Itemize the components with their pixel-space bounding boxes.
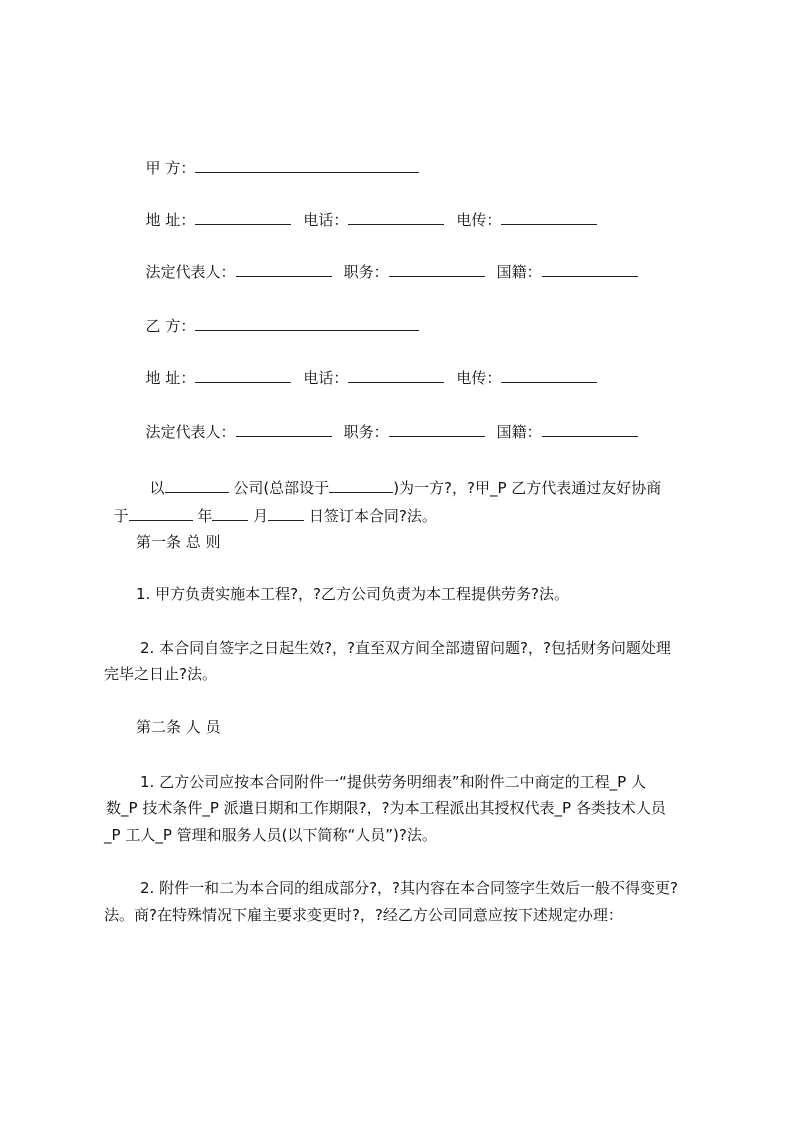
intro-text-3: )为一方?，?甲_P 乙方代表通过友好协商 [393, 479, 662, 497]
party-a-rep-blank[interactable] [236, 259, 332, 277]
article-2-item-2-line-2: 法。商?在特殊情况下雇主要求变更时?，?经乙方公司同意应按下述规定办理： [104, 906, 623, 924]
article-1-item-2-line-2: 完毕之日止?法。 [104, 665, 217, 683]
party-a-fax-blank[interactable] [501, 207, 597, 225]
party-a-position-blank[interactable] [389, 259, 485, 277]
party-b-address-label: 地 址： [145, 369, 196, 387]
party-a-position-label: 职务： [343, 263, 389, 281]
intro-text-6: 月 [248, 507, 269, 525]
party-b-position-label: 职务： [343, 423, 389, 441]
party-a-address-blank[interactable] [195, 207, 291, 225]
party-b-name-blank[interactable] [195, 313, 419, 331]
article-2-item-1-line-2: 数_P 技术条件_P 派遣日期和工作期限?，?为本工程派出其授权代表_P 各类技术人员 [106, 799, 666, 817]
party-a-name-blank[interactable] [195, 155, 419, 173]
intro-text-7: 日签订本合同?法。 [304, 507, 437, 525]
month-blank[interactable] [212, 503, 248, 521]
party-b-phone-label: 电话： [303, 369, 349, 387]
party-b-nationality-blank[interactable] [542, 419, 638, 437]
party-a-phone-label: 电话： [303, 211, 349, 229]
party-b-fax-label: 电传： [456, 369, 502, 387]
party-a-rep-label: 法定代表人： [145, 263, 236, 281]
party-a-address-label: 地 址： [145, 211, 196, 229]
party-b-name-row [0, 288, 793, 339]
party-a-fax-label: 电传： [456, 211, 502, 229]
article-1-heading: 第一条 总 则 [136, 533, 221, 551]
intro-line-2 [0, 478, 793, 529]
year-blank[interactable] [129, 503, 193, 521]
party-b-contact-row [0, 340, 793, 391]
intro-text-5: 年 [192, 507, 213, 525]
party-b-nationality-label: 国籍： [496, 423, 542, 441]
article-1-item-2-line-1: 2. 本合同自签字之日起生效?，?直至双方间全部遗留问题?，?包括财务问题处理 [140, 639, 671, 657]
party-a-phone-blank[interactable] [348, 207, 444, 225]
party-b-address-blank[interactable] [195, 365, 291, 383]
article-2-item-1-line-3: _P 工人_P 管理和服务人员(以下简称“人员”)?法。 [104, 826, 437, 844]
party-a-nationality-label: 国籍： [496, 263, 542, 281]
party-b-phone-blank[interactable] [348, 365, 444, 383]
party-b-rep-blank[interactable] [236, 419, 332, 437]
article-2-heading: 第二条 人 员 [136, 718, 221, 736]
party-a-contact-row [0, 182, 793, 233]
party-b-name-label: 乙 方： [145, 317, 196, 335]
party-a-rep-row [0, 234, 793, 285]
party-a-name-label: 甲 方： [145, 159, 196, 177]
party-b-position-blank[interactable] [389, 419, 485, 437]
party-b-fax-blank[interactable] [501, 365, 597, 383]
party-b-rep-label: 法定代表人： [145, 423, 236, 441]
article-2-item-1-line-1: 1. 乙方公司应按本合同附件一“提供劳务明细表”和附件二中商定的工程_P 人 [140, 773, 646, 791]
party-a-name-row [0, 130, 793, 181]
intro-text-2: 公司(总部设于 [228, 479, 330, 497]
intro-text-1: 以 [149, 479, 165, 497]
intro-text-4: 于 [113, 507, 129, 525]
party-a-nationality-blank[interactable] [542, 259, 638, 277]
day-blank[interactable] [268, 503, 304, 521]
party-b-rep-row [0, 394, 793, 445]
article-1-item-1: 1. 甲方负责实施本工程?，?乙方公司负责为本工程提供劳务?法。 [136, 585, 569, 603]
article-2-item-2-line-1: 2. 附件一和二为本合同的组成部分?，?其内容在本合同签字生效后一般不得变更? [140, 879, 678, 897]
